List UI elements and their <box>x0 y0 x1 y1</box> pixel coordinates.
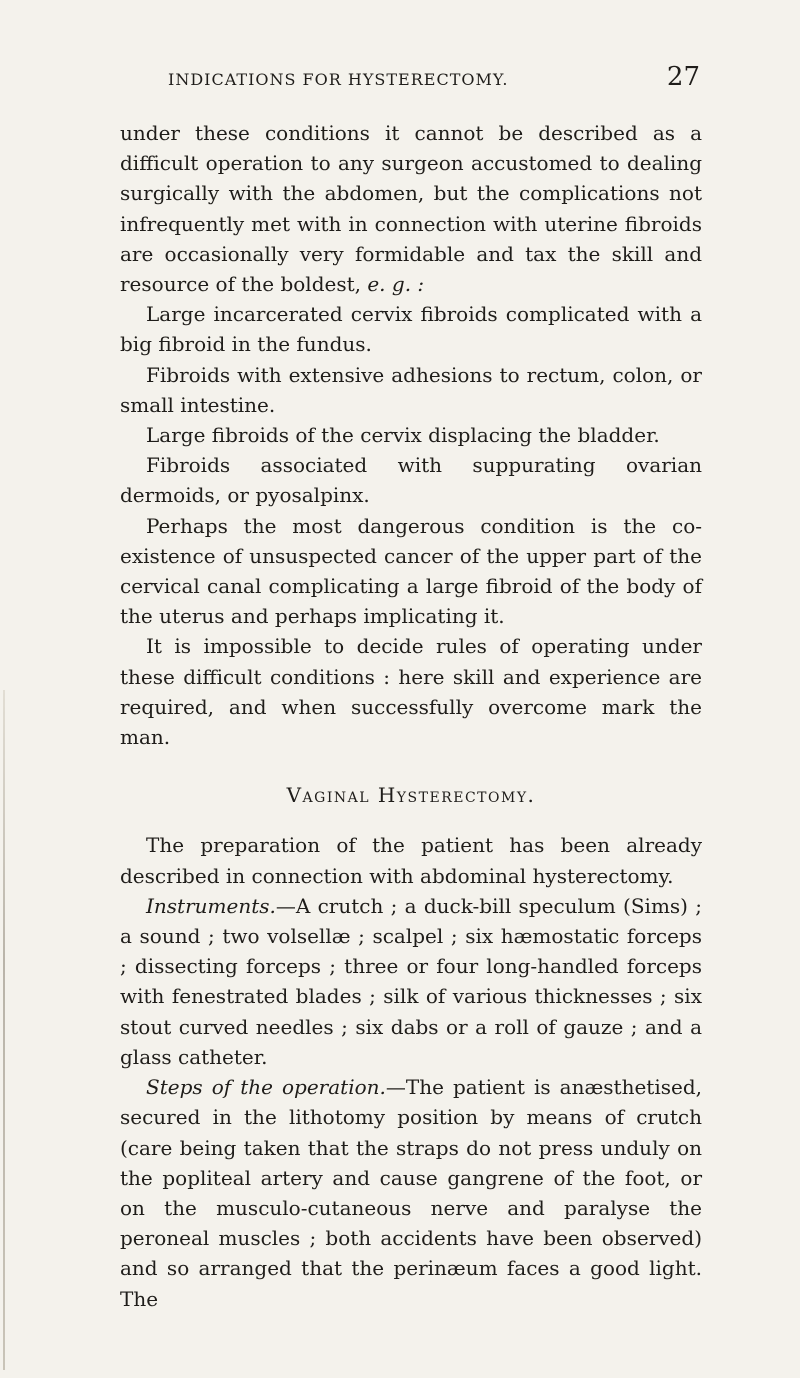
steps-label: Steps of the operation. <box>146 1075 386 1100</box>
paragraph-1 <box>120 118 702 299</box>
paragraph-5: Fibroids associated with suppurating ovarian dermoids, or pyosalpinx. <box>120 453 702 508</box>
paragraph-8: The preparation of the patient has been already described in connection with abdominal hysterectomy. <box>120 833 702 888</box>
paragraph-6: Perhaps the most dangerous condition is the co-existence of unsuspected cancer of the upper part of the cervical canal complicating a large fibroid of the body of the uterus and perhaps implicating it. <box>120 513 702 629</box>
paragraph-3: Fibroids with extensive adhesions to rectum, colon, or small intestine. <box>120 362 702 417</box>
paragraph-1-text: under these conditions it cannot be described as a difficult operation to any surgeon accustomed to dealing surgically with the abdomen, but the complications not infrequently met with in connection with uterine fibroids are occasionally very formidable and tax the skill and resource of the boldest, <box>120 121 702 297</box>
body-text <box>120 118 702 1314</box>
gutter-shadow <box>3 690 5 1370</box>
paragraph-1-eg: e. g. : <box>367 272 425 297</box>
running-head <box>120 62 700 92</box>
running-head-title: INDICATIONS FOR HYSTERECTOMY. <box>168 70 509 89</box>
paragraph-9-text: —A crutch ; a duck-bill speculum (Sims) ; a sound ; two volsellæ ; scalpel ; six hæmostatic forceps ; dissecting forceps ; three or four long-handled forceps with fenestrated blades ; silk of various thicknesses ; six stout curved needles ; six dabs or a roll of gauze ; and a glass catheter. <box>120 893 702 1069</box>
instruments-label: Instruments. <box>146 893 276 918</box>
paragraph-2: Large incarcerated cervix fibroids complicated with a big fibroid in the fundus. <box>120 302 702 357</box>
paragraph-10-text: —The patient is anæsthetised, secured in the lithotomy position by means of crutch (care being taken that the straps do not press unduly on the popliteal artery and cause gangrene of the foot, or on the musculo-cutaneous nerve and paralyse the peroneal muscles ; both accidents have been observed) and so arranged that the perinæum faces a good light. The <box>120 1075 702 1311</box>
section-heading: Vaginal Hysterectomy. <box>286 783 536 808</box>
page-number: 27 <box>666 62 700 92</box>
paragraph-9 <box>120 891 702 1072</box>
paragraph-10 <box>120 1072 702 1314</box>
paragraph-4: Large fibroids of the cervix displacing the bladder. <box>146 423 660 448</box>
paragraph-7: It is impossible to decide rules of operating under these difficult conditions : here skill and experience are required, and when successfully overcome mark the man. <box>120 634 702 750</box>
